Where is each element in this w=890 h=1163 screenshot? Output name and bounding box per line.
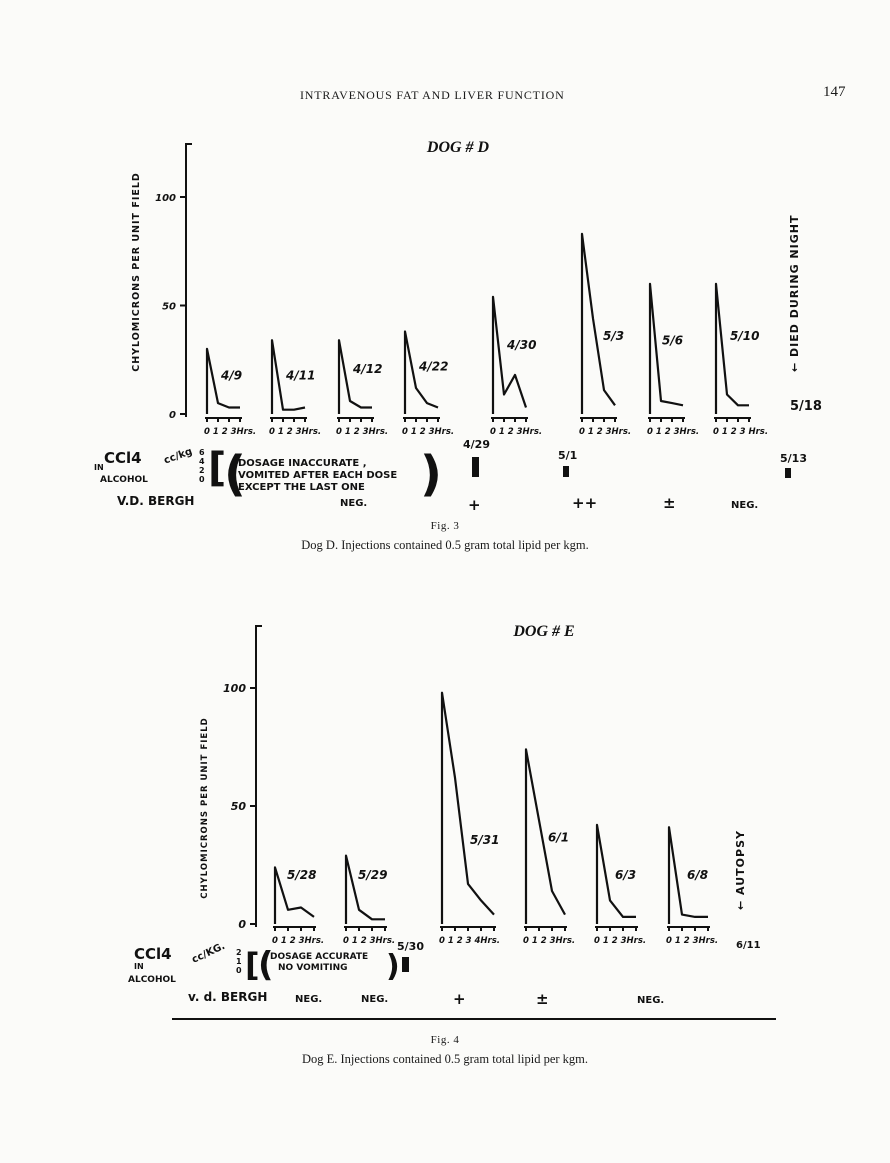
fig4-caption: Dog E. Injections contained 0.5 gram total lipid per kgm. [301,1052,589,1066]
note-paren-right: ) [420,446,442,502]
y-tick-label: 50 [162,301,176,313]
dosage-note-line: NO VOMITING [278,963,348,973]
died-date: 5/18 [790,399,822,414]
bergh-label: v. d. BERGH [188,990,268,1004]
hour-label: 0 1 2 3Hrs. [579,427,632,437]
unit-label: cc/KG. [190,940,227,966]
bergh-result: ± [663,494,676,512]
trace-5-31 [442,693,494,924]
y-tick-label: 100 [155,193,176,204]
dose-bracket-left: [ [208,445,227,491]
dose-date: 5/1 [558,449,578,462]
bergh-result: ++ [572,494,598,512]
trace-5-29 [346,856,388,924]
page-number: 147 [823,84,846,100]
hour-label: 0 1 2 3Hrs. [402,427,455,437]
y-tick-label: 0 [169,410,176,421]
chart-title: DOG # E [513,623,575,640]
hour-label: 0 1 2 3Hrs. [204,427,257,437]
series-label: 4/22 [419,359,449,374]
dose-bracket-left: [ [245,946,260,984]
dosage-note-line: DOSAGE INACCURATE , [238,458,367,469]
dose-date: 5/30 [397,940,424,953]
autopsy-note: ← AUTOPSY [734,830,747,910]
hour-label: 0 1 2 3Hrs. [343,936,396,946]
bergh-result: NEG. [295,994,323,1005]
series-label: 5/31 [470,832,500,847]
hour-label: 0 1 2 3 Hrs. [713,427,769,437]
series-label: 6/8 [687,868,709,883]
bergh-result: NEG. [340,498,368,509]
y-tick-label: 100 [223,682,246,695]
hour-label: 0 1 2 3Hrs. [272,936,325,946]
hour-label: 0 1 2 3Hrs. [336,427,389,437]
unit-tick: 0 [199,475,205,484]
ccl4-label: CCl4 [134,945,172,963]
hour-label: 0 1 2 3Hrs. [594,936,647,946]
chart-title: DOG # D [426,139,490,156]
y-axis-label: CHYLOMICRONS PER UNIT FIELD [200,717,210,899]
y-axis [256,626,262,927]
y-tick-label: 50 [230,800,246,813]
alcohol-label: ALCOHOL [100,475,148,485]
bergh-result: NEG. [637,995,665,1006]
unit-tick: 4 [199,457,205,466]
dose-bar [402,957,409,972]
alcohol-label: ALCOHOL [128,975,176,985]
unit-tick: 1 [236,957,242,966]
y-tick-label: 0 [238,918,246,931]
in-label: IN [94,463,104,472]
series-label: 5/10 [730,329,760,344]
hour-label: 0 1 2 3Hrs. [647,427,700,437]
autopsy-date: 6/11 [736,940,761,951]
dosage-note-line: EXCEPT THE LAST ONE [238,482,365,493]
series-label: 4/9 [221,368,243,383]
hour-label: 0 1 2 3Hrs. [490,427,543,437]
running-head: INTRAVENOUS FAT AND LIVER FUNCTION [300,88,565,102]
series-label: 5/6 [662,333,684,348]
hour-label: 0 1 2 3Hrs. [523,936,576,946]
hour-label: 0 1 2 3Hrs. [269,427,322,437]
unit-tick: 2 [236,948,242,957]
hour-label: 0 1 2 3Hrs. [666,936,719,946]
bergh-result: NEG. [361,994,389,1005]
fig3-caption: Dog D. Injections contained 0.5 gram total lipid per kgm. [301,538,589,552]
hour-label: 0 1 2 3 4Hrs. [439,936,501,946]
series-label: 4/30 [507,337,537,352]
note-paren-left: ( [258,945,274,985]
bergh-result: ± [536,990,549,1008]
note-paren-left: ( [224,446,246,502]
bergh-result: + [453,990,466,1008]
series-label: 5/29 [358,868,388,883]
series-label: 5/3 [603,329,625,344]
bergh-result: + [468,496,481,514]
died-note: ← DIED DURING NIGHT [788,214,801,372]
unit-tick: 0 [236,966,242,975]
unit-label: cc/kg [162,446,194,467]
unit-tick: 2 [199,466,205,475]
fig4-label: Fig. 4 [430,1034,460,1046]
y-axis-label: CHYLOMICRONS PER UNIT FIELD [131,172,142,372]
unit-tick: 6 [199,448,205,457]
note-paren-right: ) [386,949,400,984]
series-label: 4/12 [353,361,383,376]
dose-date: 4/29 [463,438,490,451]
fig3-label: Fig. 3 [430,520,460,532]
dose-date: 5/13 [780,452,807,465]
series-label: 5/28 [287,868,317,883]
series-label: 4/11 [286,368,316,383]
dosage-note-line: VOMITED AFTER EACH DOSE [238,470,398,481]
in-label: IN [134,962,144,971]
series-label: 6/1 [548,830,570,845]
bergh-result: NEG. [731,500,759,511]
ccl4-label: CCl4 [104,449,142,467]
series-label: 6/3 [615,868,637,883]
dosage-note-line: DOSAGE ACCURATE [270,952,369,962]
bergh-label: V.D. BERGH [117,494,195,508]
